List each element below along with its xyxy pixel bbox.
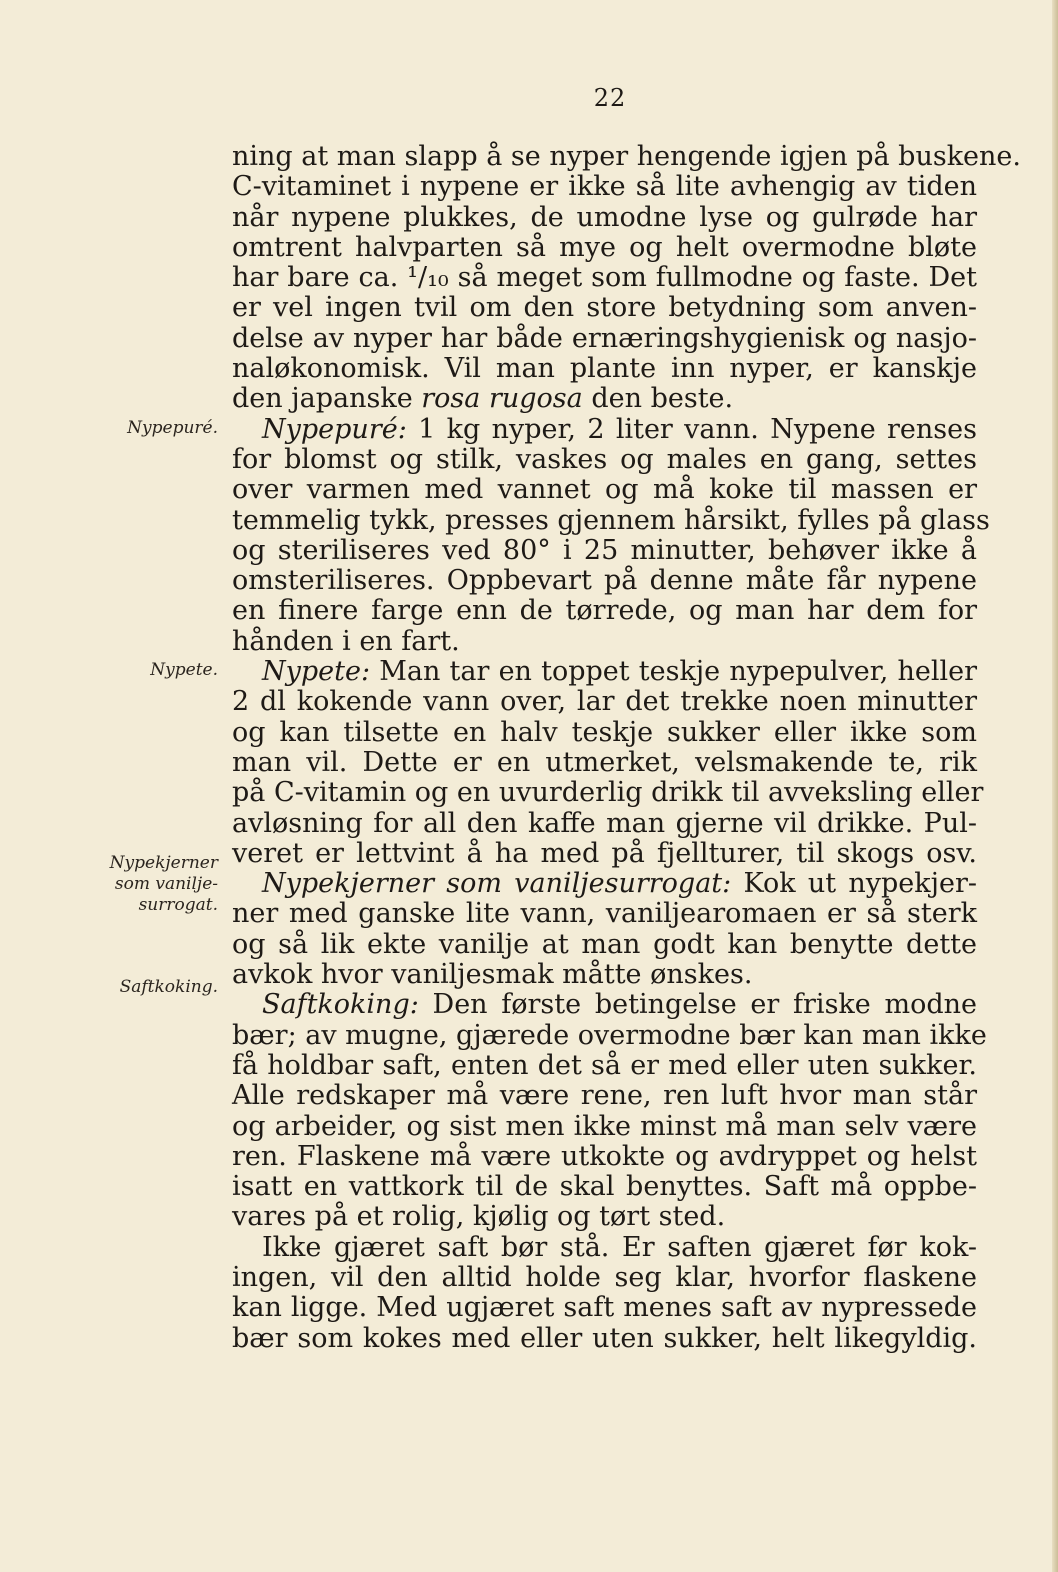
text-line: er vel ingen tvil om den store betydning som anven- [232,292,977,324]
text-line: ren. Flaskene må være utkokte og avdryppet og helst [232,1140,977,1172]
margin-note-line: surrogat. [138,895,218,915]
text-line: for blomst og stilk, vaskes og males en gang, settes [232,443,977,475]
margin-note-line: Nypepuré. [127,418,218,438]
text-line: delse av nyper har både ernæringshygienisk og nasjo- [232,322,977,354]
text-line: bær; av mugne, gjærede overmodne bær kan man ikke [232,1019,987,1051]
text-line: avløsning for all den kaffe man gjerne vil drikke. Pul- [232,807,977,839]
text-line [232,990,977,1020]
text-line: få holdbar saft, enten det så er med eller uten sukker. [232,1049,977,1081]
text-line: omsteriliseres. Oppbevart på denne måte får nypene [232,565,977,597]
section-heading-saftkoking: Saftkoking: [262,989,419,1021]
text-line: naløkonomisk. Vil man plante inn nyper, er kanskje [232,353,977,385]
text-line: og kan tilsette en halv teskje sukker eller ikke som [232,716,977,748]
text-line: C-vitaminet i nypene er ikke så lite avhengig av tiden [232,171,977,203]
text-line: isatt en vattkork til de skal benyttes. Saft må oppbe- [232,1171,977,1203]
page-number: 22 [593,84,627,112]
text-line: på C-vitamin og en uvurderlig drikk til avveksling eller [232,777,984,809]
text-run: 1 kg nyper, 2 liter vann. Nypene renses [418,413,977,445]
text-line: 2 dl kokende vann over, lar det trekke noen minutter [232,686,977,718]
text-line: har bare ca. ¹/₁₀ så meget som fullmodne og faste. Det [232,262,977,294]
page-edge [1052,0,1058,1572]
text-line: og arbeider, og sist men ikke minst må man selv være [232,1110,977,1142]
margin-note-nypepure [93,418,218,439]
text-run: Den første betingelse er friske modne [432,989,977,1021]
margin-note-line: Nypete. [150,660,218,680]
section-heading-nypete: Nypete: [262,656,371,688]
margin-note-line: Nypekjerner [109,853,218,873]
text-line [232,869,977,899]
text-line: temmelig tykk, presses gjennem hårsikt, fylles på glass [232,504,990,536]
text-line: hånden i en fart. [232,625,460,657]
text-line: omtrent halvparten så mye og helt overmodne bløte [232,231,977,263]
text-line: når nypene plukkes, de umodne lyse og gulrøde har [232,201,977,233]
text-line: man vil. Dette er en utmerket, velsmakende te, rik [232,746,977,778]
text-line: og så lik ekte vanilje at man godt kan benytte dette [232,928,977,960]
text-line: bær som kokes med eller uten sukker, helt likegyldig. [232,1322,977,1354]
margin-note-line: Saftkoking. [119,977,218,997]
text-line: Ikke gjæret saft bør stå. Er saften gjæret før kok- [262,1231,977,1263]
text-line: ner med ganske lite vann, vaniljearomaen er så sterk [232,898,977,930]
text-run: den beste. [591,383,734,415]
text-line [232,657,977,687]
text-run: Man tar en toppet teskje nypepulver, heller [379,656,977,688]
text-run: Kok ut nypekjer- [743,868,977,900]
margin-note-nypekjerner [93,853,218,916]
section-heading-nypekjerner: Nypekjerner som vaniljesurrogat: [262,868,732,900]
text-line: og steriliseres ved 80° i 25 minutter, behøver ikke å [232,534,977,566]
text-line: Alle redskaper må være rene, ren luft hvor man står [232,1080,977,1112]
text-line: en finere farge enn de tørrede, og man har dem for [232,595,977,627]
text-line: ning at man slapp å se nyper hengende igjen på buskene. [232,141,1021,172]
margin-note-line: som vanilje- [114,874,218,894]
text-line: kan ligge. Med ugjæret saft menes saft av nypressede [232,1292,977,1324]
text-line: veret er lettvint å ha med på fjellturer, til skogs osv. [232,837,977,869]
text-line: vares på et rolig, kjølig og tørt sted. [232,1201,726,1233]
text-line: avkok hvor vaniljesmak måtte ønskes. [232,959,753,991]
margin-note-nypete [93,660,218,681]
text-run: den japanske [232,383,413,415]
section-heading-nypepure: Nypepuré: [262,413,407,445]
italic-term: rosa rugosa [421,383,583,415]
body-text [232,141,1021,1354]
text-line: ingen, vil den alltid holde seg klar, hvorfor flaskene [232,1261,977,1293]
text-line [232,384,977,414]
text-line [232,415,977,445]
text-line: over varmen med vannet og må koke til massen er [232,474,977,506]
margin-note-saftkoking [93,977,218,998]
